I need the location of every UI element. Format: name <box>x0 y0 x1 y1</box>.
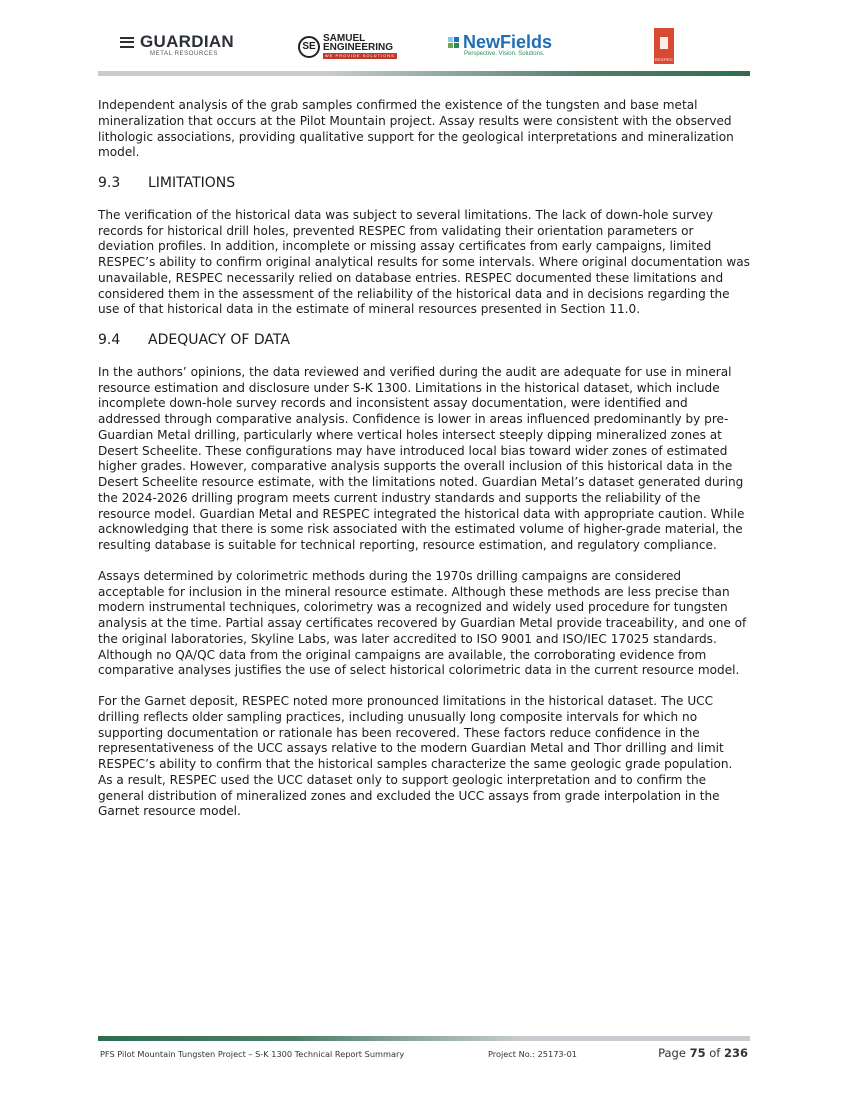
respec-mark-icon <box>660 37 668 49</box>
page-header <box>98 28 750 72</box>
section-heading-adequacy <box>98 333 750 349</box>
stacked-bars-icon <box>120 37 134 48</box>
page-footer <box>98 1046 750 1062</box>
footer-report-title: PFS Pilot Mountain Tungsten Project – S-K 1300 Technical Report Summary <box>100 1049 405 1059</box>
newfields-logo <box>448 32 552 57</box>
guardian-sub: METAL RESOURCES <box>150 51 219 57</box>
footer-divider <box>98 1036 750 1041</box>
newfields-name: NewFields <box>463 32 553 52</box>
of-word: of <box>709 1046 721 1060</box>
section-title: ADEQUACY OF DATA <box>148 332 290 348</box>
se-circle-icon: SE <box>298 36 320 58</box>
newfields-tagline: Perspective. Vision. Solutions. <box>464 51 545 57</box>
section-number: 9.4 <box>98 332 121 348</box>
section-title: LIMITATIONS <box>148 175 236 191</box>
samuel-engineering-logo <box>298 34 397 59</box>
section-heading-limitations <box>98 176 750 192</box>
paragraph-limitations: The verification of the historical data was subject to several limitations. The lack of down-hole survey records for historical drill holes, prevented RESPEC from validating their orientation parameters or deviation profiles. In addition, incomplete or missing assay certificates from early campaigns, limited RESPEC’s ability to confirm original analytical results for some intervals. Where original documentation was unavailable, RESPEC necessarily relied on database entries. RESPEC documented these limitations and considered them in the assessment of the reliability of the historical data and in decisions regarding the use of that historical data in the estimate of mineral resources presented in Section 11.0. <box>98 207 750 317</box>
guardian-logo <box>120 32 234 57</box>
paragraph-grab-samples: Independent analysis of the grab samples confirmed the existence of the tungsten and base metal mineralization that occurs at the Pilot Mountain project. Assay results were consistent with the observed lithologic associations, providing qualitative support for the geological interpretations and mineralization model. <box>98 98 734 160</box>
respec-label: RESPEC <box>654 57 674 62</box>
respec-logo <box>654 28 674 64</box>
samuel-line2: ENGINEERING <box>323 42 394 53</box>
paragraph-colorimetric: Assays determined by colorimetric methods during the 1970s drilling campaigns are considered acceptable for inclusion in the mineral resource estimate. Although these methods are less precise than modern instrumental techniques, colorimetry was a recognized and widely used procedure for tungsten analysis at the time. Partial assay certificates recovered by Guardian Metal provide traceability, and one of the original laboratories, Skyline Labs, was later accredited to ISO 9001 and ISO/IEC 17025 standards. Although no QA/QC data from the original campaigns are available, the corroborating evidence from comparative analyses justifies the use of select historical colorimetric data in the current resource model. <box>98 568 747 678</box>
paragraph-garnet: For the Garnet deposit, RESPEC noted more pronounced limitations in the historical dataset. The UCC drilling reflects older sampling practices, including unusually long composite intervals for which no supporting documentation or rationale has been recovered. These factors reduce confidence in the representativeness of the UCC assays relative to the modern Guardian Metal and Thor drilling and limit RESPEC’s ability to confirm that the historical samples characterize the same geologic grade population. As a result, RESPEC used the UCC dataset only to support geologic interpretation and to confirm the general distribution of mineralized zones and excluded the UCC assays from grade interpolation in the Garnet resource model. <box>98 694 733 819</box>
page-number <box>658 1046 748 1060</box>
section-number: 9.3 <box>98 175 121 191</box>
page-content <box>98 98 750 835</box>
header-divider <box>98 71 750 76</box>
current-page: 75 <box>689 1046 706 1060</box>
samuel-line1: SAMUEL <box>323 33 366 44</box>
newfields-squares-icon <box>448 37 459 48</box>
footer-project-number: Project No.: 25173-01 <box>488 1049 577 1059</box>
guardian-name: GUARDIAN <box>140 32 235 51</box>
total-pages: 236 <box>723 1046 748 1060</box>
page-word: Page <box>658 1046 686 1060</box>
paragraph-adequacy: In the authors’ opinions, the data reviewed and verified during the audit are adequate for use in mineral resource estimation and disclosure under S-K 1300. Limitations in the historical dataset, which include incomplete down-hole survey records and inconsistent assay documentation, were identified and addressed through comparative analysis. Confidence is lower in areas influenced predominantly by pre-Guardian Metal drilling, particularly where vertical holes intersect steeply dipping mineralized zones at Desert Scheelite. These configurations may have introduced local bias toward wider zones of estimated higher grades. However, comparative analysis supports the overall inclusion of this historical data in the Desert Scheelite resource estimate, with the limitations noted. Guardian Metal’s dataset generated during the 2024-2026 drilling program meets current industry standards and supports the reliability of the resource model. Guardian Metal and RESPEC integrated the historical data with appropriate caution. While acknowledging that there is some risk associated with the estimated volume of higher-grade material, the resulting database is suitable for technical reporting, resource estimation, and regulatory compliance. <box>98 364 745 552</box>
samuel-tag: WE PROVIDE SOLUTIONS <box>325 53 395 58</box>
